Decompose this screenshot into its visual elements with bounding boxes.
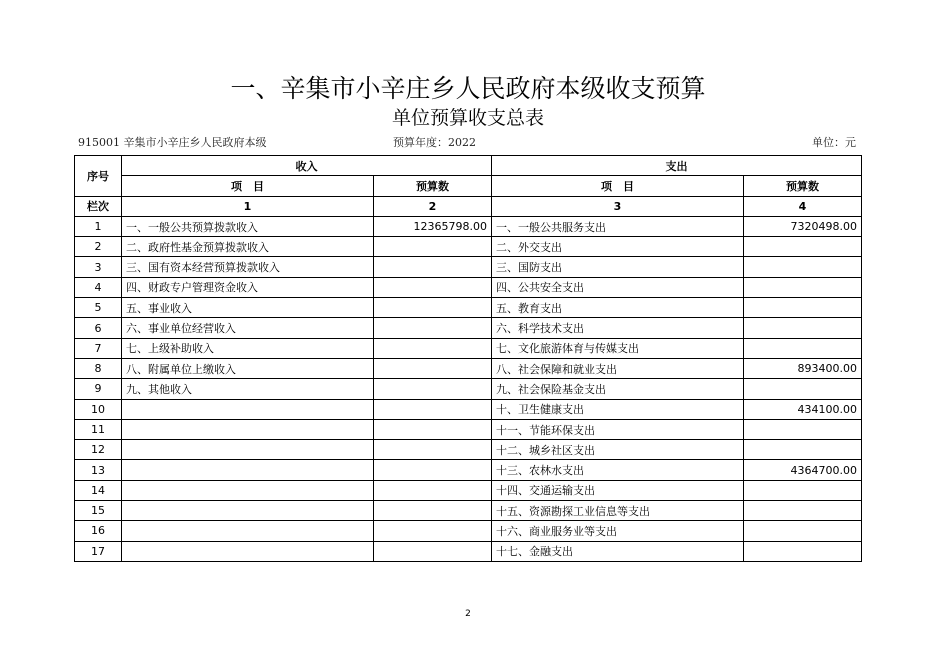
header-income-amount: 预算数 [374, 176, 492, 196]
expense-item-cell: 四、公共安全支出 [492, 277, 744, 297]
table-row [75, 480, 862, 500]
expense-amount-cell [744, 237, 862, 257]
header-row-1 [75, 156, 862, 176]
column-index-label: 栏次 [75, 196, 122, 216]
income-amount-cell [374, 379, 492, 399]
expense-item-cell: 九、社会保险基金支出 [492, 379, 744, 399]
row-seq: 17 [75, 541, 122, 561]
table-row [75, 338, 862, 358]
expense-item-cell: 十二、城乡社区支出 [492, 440, 744, 460]
income-item-cell: 三、国有资本经营预算拨款收入 [122, 257, 374, 277]
income-item-cell [122, 521, 374, 541]
table-row [75, 440, 862, 460]
budget-summary-table [74, 155, 862, 562]
row-seq: 1 [75, 216, 122, 236]
income-amount-cell [374, 338, 492, 358]
column-index-3: 3 [492, 196, 744, 216]
income-amount-cell [374, 440, 492, 460]
row-seq: 4 [75, 277, 122, 297]
row-seq: 10 [75, 399, 122, 419]
income-item-cell [122, 480, 374, 500]
income-item-cell: 一、一般公共预算拨款收入 [122, 216, 374, 236]
row-seq: 2 [75, 237, 122, 257]
expense-amount-cell [744, 440, 862, 460]
income-amount-cell [374, 257, 492, 277]
income-item-cell: 九、其他收入 [122, 379, 374, 399]
expense-item-cell: 十一、节能环保支出 [492, 419, 744, 439]
expense-amount-cell [744, 480, 862, 500]
table-row [75, 541, 862, 561]
income-amount-cell [374, 480, 492, 500]
header-income-item: 项 目 [122, 176, 374, 196]
row-seq: 6 [75, 318, 122, 338]
income-item-cell [122, 440, 374, 460]
expense-item-cell: 二、外交支出 [492, 237, 744, 257]
expense-amount-cell: 893400.00 [744, 358, 862, 378]
table-row [75, 277, 862, 297]
row-seq: 11 [75, 419, 122, 439]
row-seq: 16 [75, 521, 122, 541]
document-subtitle: 单位预算收支总表 [391, 107, 544, 129]
income-amount-cell [374, 358, 492, 378]
row-seq: 9 [75, 379, 122, 399]
table-row [75, 358, 862, 378]
table-row [75, 419, 862, 439]
column-index-row [75, 196, 862, 216]
expense-item-cell: 十、卫生健康支出 [492, 399, 744, 419]
expense-amount-cell [744, 419, 862, 439]
expense-amount-cell: 7320498.00 [744, 216, 862, 236]
row-seq: 14 [75, 480, 122, 500]
income-item-cell: 四、财政专户管理资金收入 [122, 277, 374, 297]
income-amount-cell [374, 419, 492, 439]
table-row [75, 501, 862, 521]
expense-item-cell: 七、文化旅游体育与传媒支出 [492, 338, 744, 358]
row-seq: 12 [75, 440, 122, 460]
income-amount-cell [374, 460, 492, 480]
header-expense: 支出 [492, 156, 862, 176]
column-index-2: 2 [374, 196, 492, 216]
expense-item-cell: 六、科学技术支出 [492, 318, 744, 338]
expense-amount-cell [744, 318, 862, 338]
expense-item-cell: 十四、交通运输支出 [492, 480, 744, 500]
income-item-cell: 七、上级补助收入 [122, 338, 374, 358]
table-row [75, 399, 862, 419]
expense-item-cell: 十三、农林水支出 [492, 460, 744, 480]
expense-amount-cell [744, 298, 862, 318]
expense-amount-cell: 434100.00 [744, 399, 862, 419]
income-amount-cell [374, 541, 492, 561]
income-amount-cell: 12365798.00 [374, 216, 492, 236]
document-title: 一、辛集市小辛庄乡人民政府本级收支预算 [230, 74, 706, 103]
income-item-cell [122, 501, 374, 521]
expense-amount-cell [744, 277, 862, 297]
table-row [75, 521, 862, 541]
row-seq: 5 [75, 298, 122, 318]
expense-item-cell: 五、教育支出 [492, 298, 744, 318]
column-index-4: 4 [744, 196, 862, 216]
income-item-cell [122, 460, 374, 480]
income-item-cell: 五、事业收入 [122, 298, 374, 318]
expense-amount-cell [744, 379, 862, 399]
currency-unit: 单位：元 [812, 136, 856, 149]
table-row [75, 216, 862, 236]
income-amount-cell [374, 298, 492, 318]
income-amount-cell [374, 277, 492, 297]
column-index-1: 1 [122, 196, 374, 216]
budget-year: 预算年度：2022 [393, 136, 476, 149]
table-row [75, 460, 862, 480]
income-item-cell [122, 419, 374, 439]
row-seq: 15 [75, 501, 122, 521]
income-amount-cell [374, 318, 492, 338]
income-item-cell [122, 399, 374, 419]
table-row [75, 298, 862, 318]
table-row [75, 257, 862, 277]
row-seq: 7 [75, 338, 122, 358]
expense-item-cell: 十六、商业服务业等支出 [492, 521, 744, 541]
income-amount-cell [374, 501, 492, 521]
unit-code-name: 915001 辛集市小辛庄乡人民政府本级 [78, 136, 267, 149]
table-row [75, 379, 862, 399]
income-item-cell: 八、附属单位上缴收入 [122, 358, 374, 378]
expense-amount-cell: 4364700.00 [744, 460, 862, 480]
header-seq: 序号 [75, 156, 122, 197]
expense-item-cell: 十五、资源勘探工业信息等支出 [492, 501, 744, 521]
expense-item-cell: 三、国防支出 [492, 257, 744, 277]
expense-amount-cell [744, 501, 862, 521]
expense-amount-cell [744, 257, 862, 277]
income-amount-cell [374, 521, 492, 541]
row-seq: 8 [75, 358, 122, 378]
header-expense-amount: 预算数 [744, 176, 862, 196]
expense-amount-cell [744, 338, 862, 358]
header-expense-item: 项 目 [492, 176, 744, 196]
income-item-cell: 二、政府性基金预算拨款收入 [122, 237, 374, 257]
row-seq: 13 [75, 460, 122, 480]
income-item-cell: 六、事业单位经营收入 [122, 318, 374, 338]
expense-amount-cell [744, 521, 862, 541]
table-row [75, 237, 862, 257]
income-amount-cell [374, 237, 492, 257]
expense-item-cell: 一、一般公共服务支出 [492, 216, 744, 236]
expense-item-cell: 八、社会保障和就业支出 [492, 358, 744, 378]
expense-item-cell: 十七、金融支出 [492, 541, 744, 561]
header-income: 收入 [122, 156, 492, 176]
income-amount-cell [374, 399, 492, 419]
expense-amount-cell [744, 541, 862, 561]
page-number: 2 [465, 609, 471, 619]
header-row-2 [75, 176, 862, 196]
table-row [75, 318, 862, 338]
income-item-cell [122, 541, 374, 561]
row-seq: 3 [75, 257, 122, 277]
